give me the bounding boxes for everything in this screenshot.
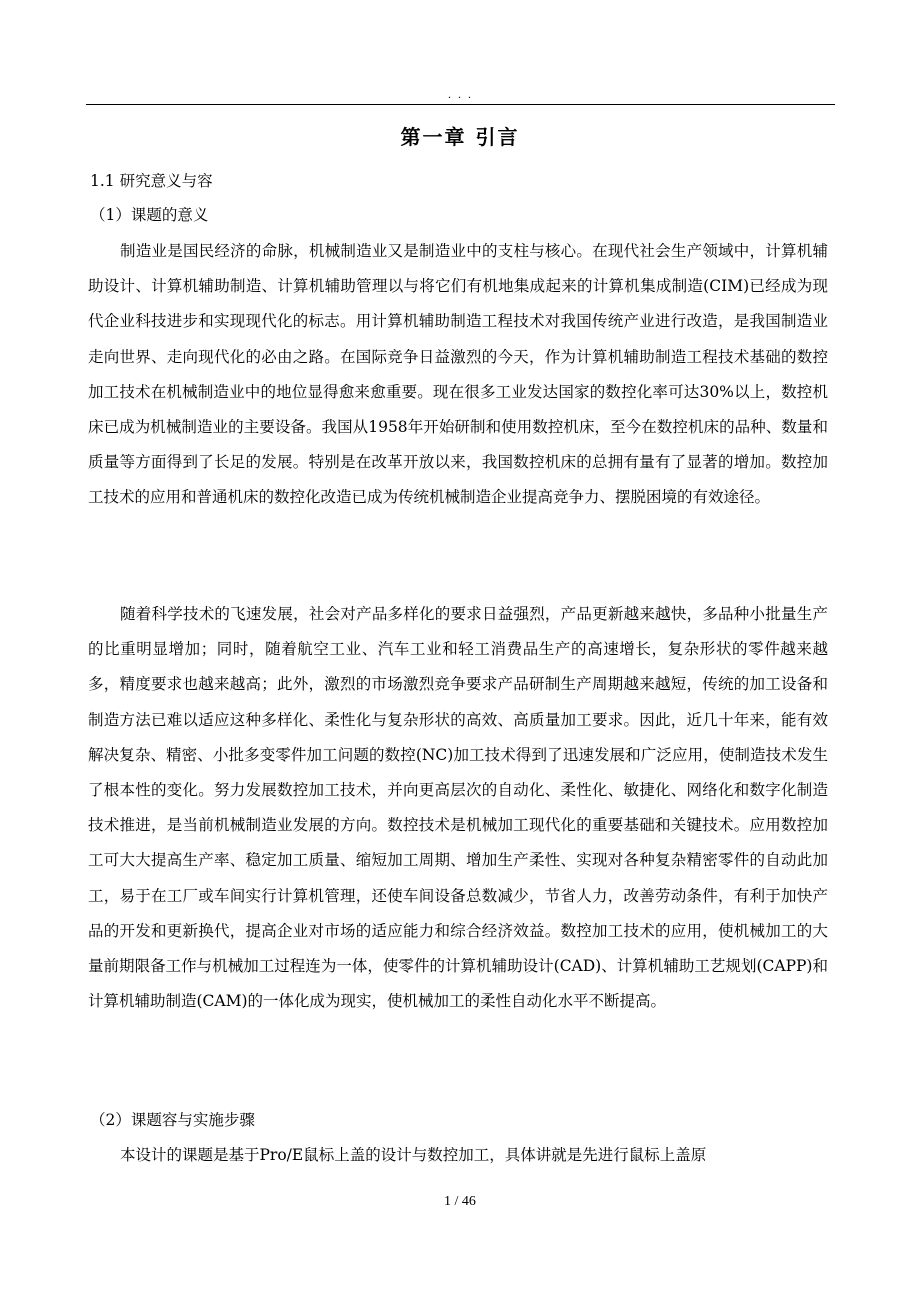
header-dots: . . . xyxy=(448,87,473,101)
chapter-title: 第一章 引言 xyxy=(400,125,520,149)
subsection-heading-1: （1）课题的意义 xyxy=(90,206,209,224)
section-heading: 1.1 研究意义与容 xyxy=(90,172,213,190)
body-paragraph-3: 本设计的课题是基于Pro/E鼠标上盖的设计与数控加工，具体讲就是先进行鼠标上盖原 xyxy=(120,1146,707,1164)
subsection-heading-2: （2）课题容与实施步骤 xyxy=(90,1111,255,1129)
header-rule xyxy=(86,104,835,105)
body-paragraph-2: 随着科学技术的飞速发展，社会对产品多样化的要求日益强烈，产品更新越来越快，多品种小批量生产的比重明显增加；同时，随着航空工业、汽车工业和轻工消费品生产的高速增长，复杂形状的零件越来越多，精度要求也越来越高；此外，激烈的市场激烈竞争要求产品研制生产周期越来越短，传统的加工设备和制造方法已难以适应这种多样化、柔性化与复杂形状的高效、高质量加工要求。因此，近几十年来，能有效解决复杂、精密、小批多变零件加工问题的数控(NC)加工技术得到了迅速发展和广泛应用，使制造技术发生了根本性的变化。努力发展数控加工技术，并向更高层次的自动化、柔性化、敏捷化、网络化和数字化制造技术推进，是当前机械制造业发展的方向。数控技术是机械加工现代化的重要基础和关键技术。应用数控加工可大大提高生产率、稳定加工质量、缩短加工周期、增加生产柔性、实现对各种复杂精密零件的自动此加工，易于在工厂或车间实行计算机管理，还使车间设备总数减少，节省人力，改善劳动条件，有利于加快产品的开发和更新换代，提高企业对市场的适应能力和综合经济效益。数控加工技术的应用，使机械加工的大量前期限备工作与机械加工过程连为一体，使零件的计算机辅助设计(CAD)、计算机辅助工艺规划(CAPP)和计算机辅助制造(CAM)的一体化成为现实，使机械加工的柔性自动化水平不断提高。 xyxy=(88,605,828,1011)
page-number: 1 / 46 xyxy=(444,1194,476,1209)
body-paragraph-1: 制造业是国民经济的命脉，机械制造业又是制造业中的支柱与核心。在现代社会生产领域中，计算机辅助设计、计算机辅助制造、计算机辅助管理以与将它们有机地集成起来的计算机集成制造(CIM)已经成为现代企业科技进步和实现现代化的标志。用计算机辅助制造工程技术对我国传统产业进行改造，是我国制造业走向世界、走向现代化的必由之路。在国际竞争日益激烈的今天，作为计算机辅助制造工程技术基础的数控加工技术在机械制造业中的地位显得愈来愈重要。现在很多工业发达国家的数控化率可达30%以上，数控机床已成为机械制造业的主要设备。我国从1958年开始研制和使用数控机床，至今在数控机床的品种、数量和质量等方面得到了长足的发展。特别是在改革开放以来，我国数控机床的总拥有量有了显著的增加。数控加工技术的应用和普通机床的数控化改造已成为传统机械制造企业提高竞争力、摆脱困境的有效途径。 xyxy=(88,242,828,507)
